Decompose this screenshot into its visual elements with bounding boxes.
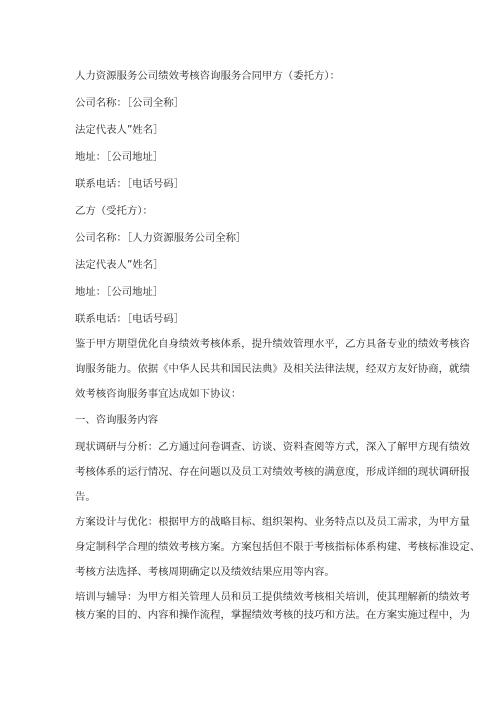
paragraph-line: 方案设计与优化：根据甲方的战略目标、组织架构、业务特点以及员工需求，为甲方量 — [75, 516, 470, 528]
party-a-legal-rep: 法定代表人”姓名］ — [75, 124, 164, 136]
service-item-design — [75, 510, 481, 585]
party-b-legal-rep: 法定代表人”姓名］ — [75, 259, 164, 271]
paragraph-line: 核方案的目的、内容和操作流程，掌握绩效考核的技巧和方法。在方案实施过程中，为 — [75, 609, 470, 621]
preamble-line: 询服务能力。依据《中华人民共和国民法典》及相关法律法规，经双方友好协商，就绩 — [75, 363, 470, 375]
service-item-research — [75, 435, 470, 510]
party-b-address: 地址：［公司地址］ — [75, 286, 164, 298]
service-item-training — [75, 588, 470, 624]
paragraph-line: 考核方法选择、考核周期确定以及绩效结果应用等内容。 — [75, 566, 335, 578]
preamble-line: 效考核咨询服务事宜达成如下协议： — [75, 388, 242, 400]
paragraph-line: 告。 — [75, 491, 96, 503]
party-a-address: 地址：［公司地址］ — [75, 151, 164, 163]
paragraph-line: 身定制科学合理的绩效考核方案。方案包括但不限于考核指标体系构建、考核标准设定、 — [75, 541, 481, 553]
party-a-company-name: 公司名称：［公司全称］ — [75, 97, 185, 109]
paragraph-line: 培训与辅导：为甲方相关管理人员和员工提供绩效考核相关培训，使其理解新的绩效考 — [75, 591, 470, 603]
paragraph-line: 现状调研与分析：乙方通过问卷调查、访谈、资料查阅等方式，深入了解甲方现有绩效 — [75, 441, 470, 453]
paragraph-line: 考核体系的运行情况、存在问题以及员工对绩效考核的满意度，形成详细的现状调研报 — [75, 466, 470, 478]
party-b-company-name: 公司名称：［人力资源服务公司全称］ — [75, 232, 247, 244]
party-a-phone: 联系电话：［电话号码］ — [75, 178, 185, 190]
preamble-line: 鉴于甲方期望优化自身绩效考核体系，提升绩效管理水平，乙方具备专业的绩效考核咨 — [75, 338, 470, 350]
section-heading: 一、咨询服务内容 — [75, 414, 159, 426]
preamble-paragraph — [75, 332, 470, 407]
contract-title: 人力资源服务公司绩效考核咨询服务合同甲方（委托方）： — [75, 70, 340, 82]
contract-body — [75, 69, 481, 638]
party-b-phone: 联系电话：［电话号码］ — [75, 313, 185, 325]
party-b-heading: 乙方（受托方）： — [75, 205, 153, 217]
